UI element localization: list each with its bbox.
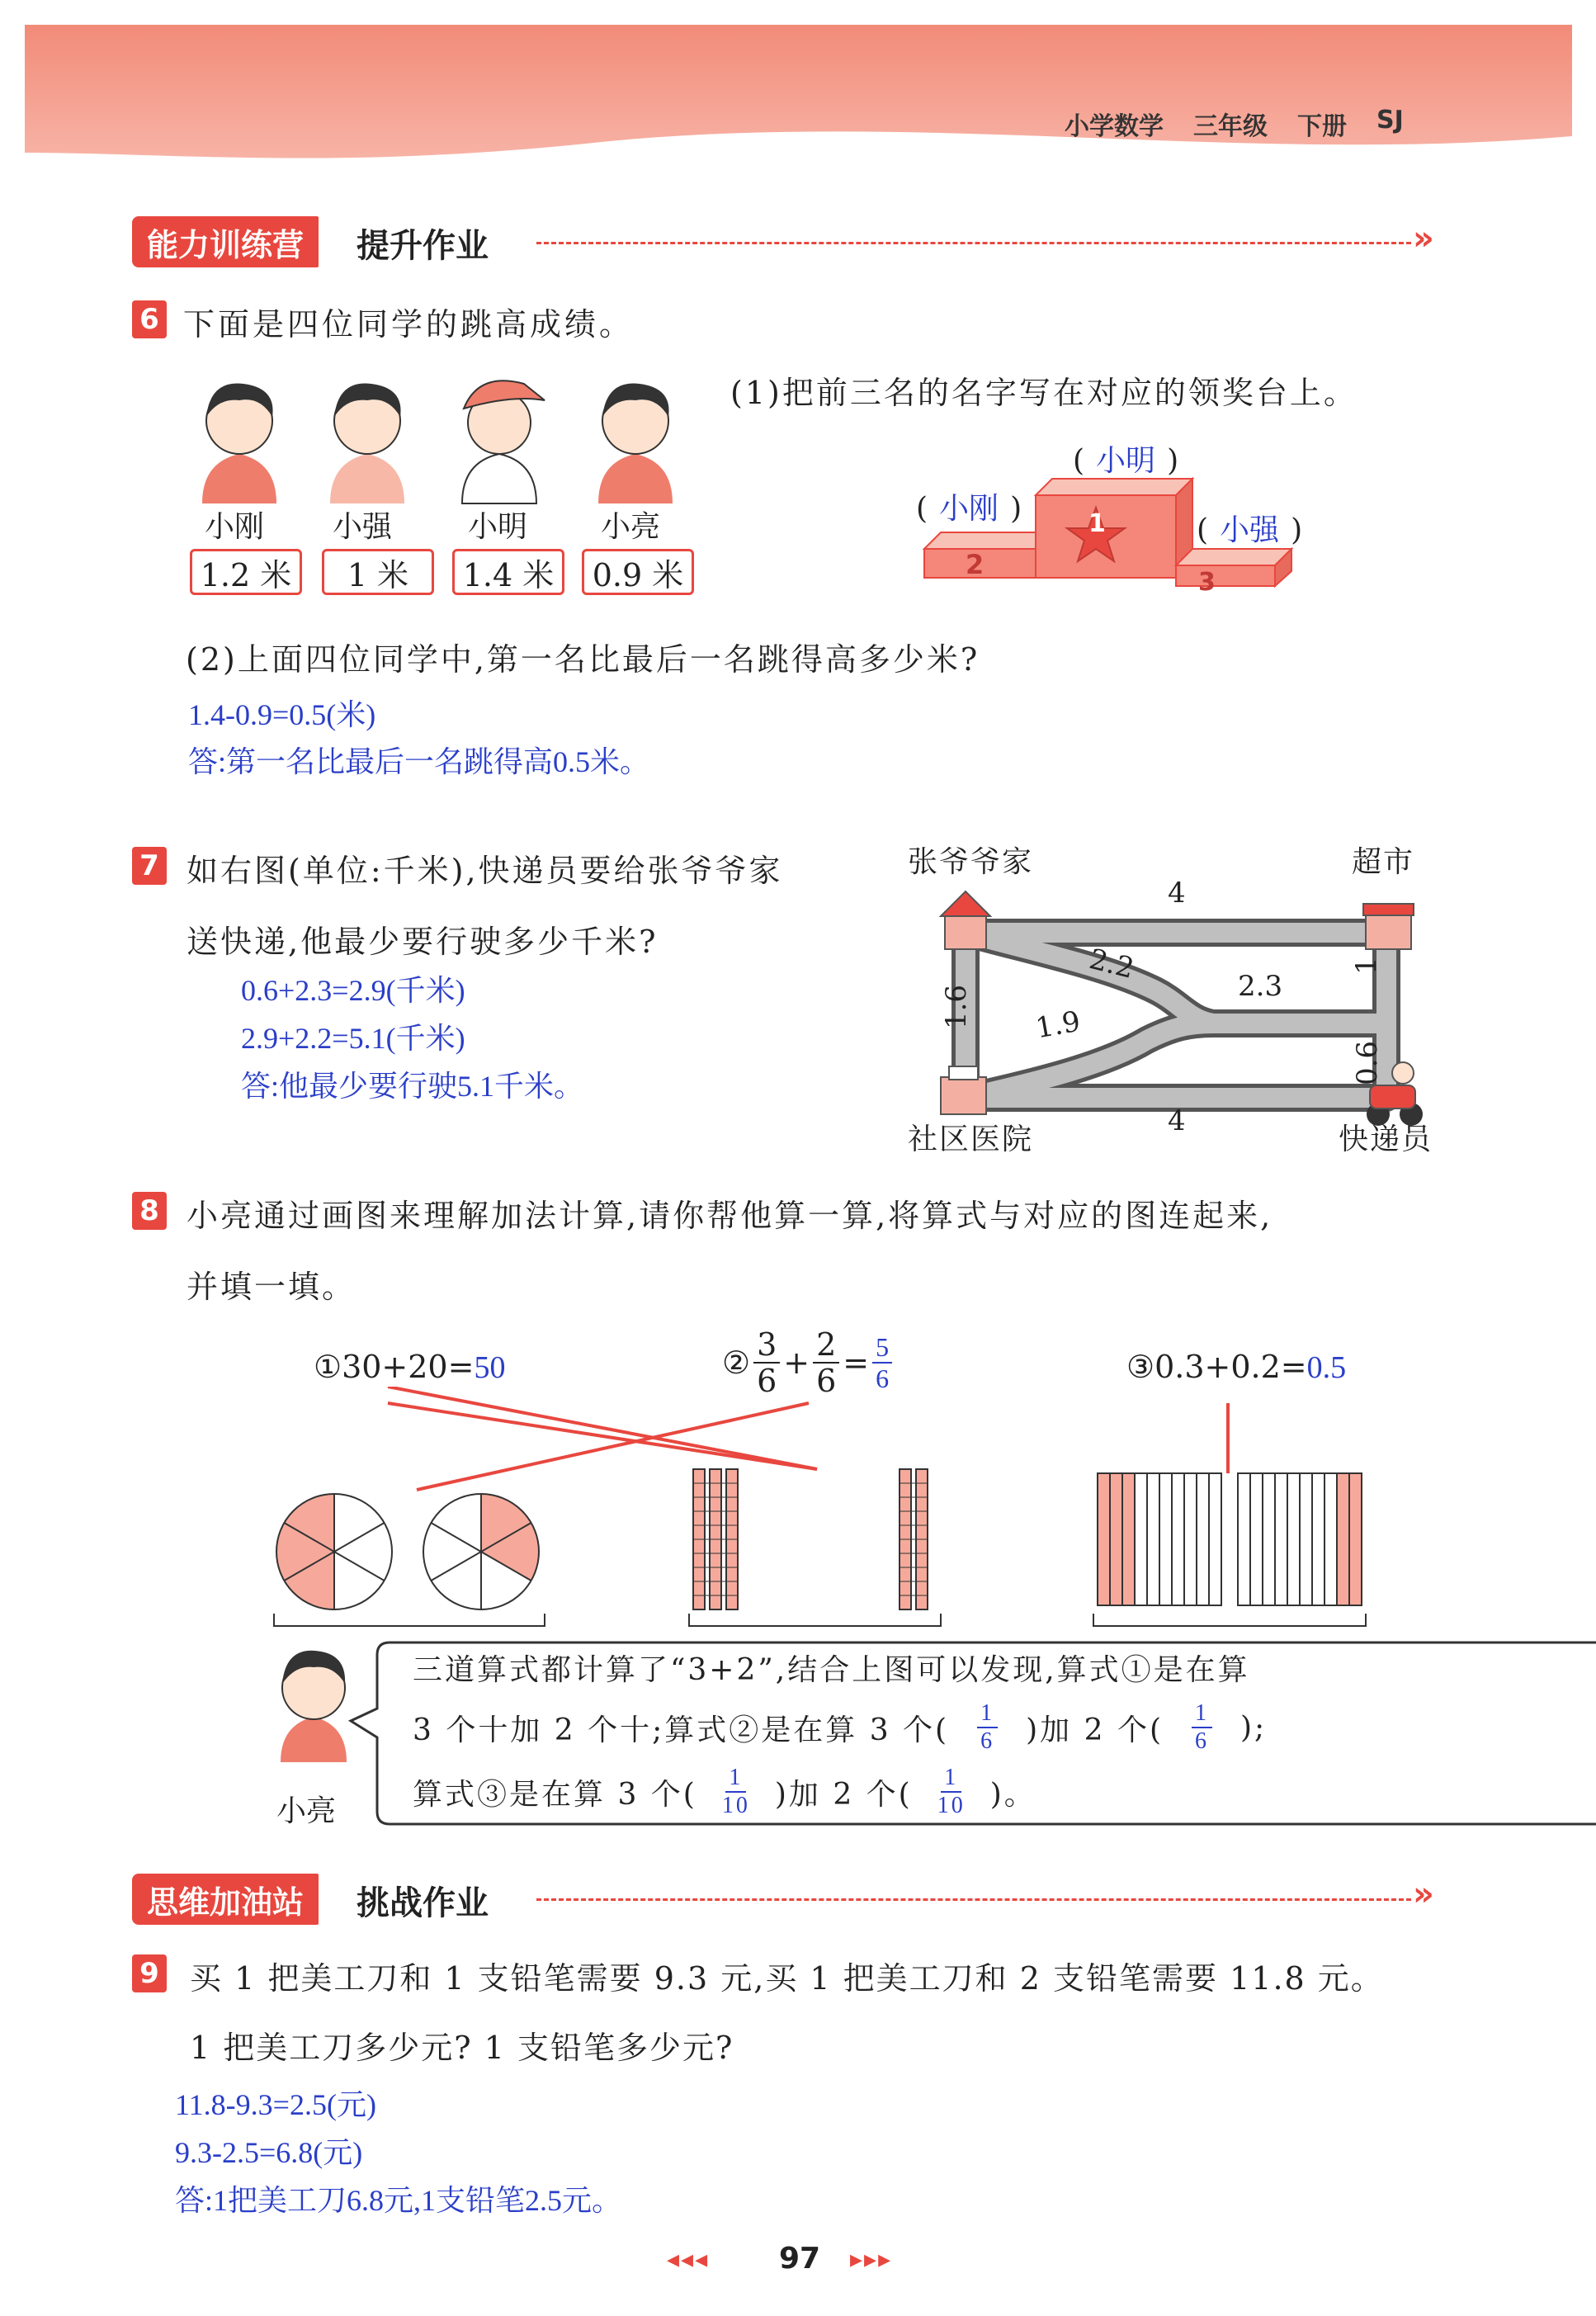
map-label-zhang-home: 张爷爷家 xyxy=(908,845,1034,879)
chevrons-icon: » xyxy=(1413,220,1434,258)
student-name: 小明 xyxy=(468,510,528,544)
matching-diagram xyxy=(264,1387,1386,1634)
podium-second-slot: ( 小刚 ) xyxy=(916,492,1022,526)
fraction-circle-three-sixths xyxy=(276,1494,392,1609)
student-avatar xyxy=(462,380,545,503)
question-8-text: 小亮通过画图来理解加法计算,请你帮他算一算,将算式与对应的图连起来, xyxy=(187,1198,1273,1234)
map-label-courier: 快递员 xyxy=(1339,1123,1433,1156)
question-6-part2: (2)上面四位同学中,第一名比最后一名跳得高多少米? xyxy=(186,641,980,678)
equation-1-answer: 50 xyxy=(474,1350,506,1385)
page-number: 97 xyxy=(779,2242,821,2276)
question-6-part1: (1)把前三名的名字写在对应的领奖台上。 xyxy=(730,375,1358,411)
bubble-answer-1: $\frac{1}{6}$ xyxy=(977,1702,998,1753)
section-tag-thinking: 思维加油站 xyxy=(132,1874,319,1925)
question-6-text: 下面是四位同学的跳高成绩。 xyxy=(183,306,635,343)
podium-first-slot: ( 小明 ) xyxy=(1073,444,1179,478)
bubble-line-2: 3 个十加 2 个十;算式②是在算 3 个( $\frac{1}{6}$ )加 2 个( $\frac{1}{6}$ ); xyxy=(413,1700,1268,1754)
score-box: 1.4 米 xyxy=(452,549,564,595)
question-number-6: 6 xyxy=(132,300,167,338)
answer-line: 11.8-9.3=2.5(元) xyxy=(175,2088,376,2121)
question-7-text: 送快递,他最少要行驶多少千米? xyxy=(187,924,659,960)
distance-top: 4 xyxy=(1168,877,1186,910)
match-line xyxy=(388,1403,817,1469)
tenths-grid-two xyxy=(1238,1473,1362,1605)
question-7-text: 如右图(单位:千米),快递员要给张爷爷家 xyxy=(187,853,783,889)
equation-1: ①30+20=50 xyxy=(314,1349,506,1385)
boy-name: 小亮 xyxy=(276,1794,337,1828)
podium-second-answer: 小刚 xyxy=(939,492,999,525)
answer-line: 答:第一名比最后一名跳得高0.5米。 xyxy=(188,745,650,778)
score-box: 0.9 米 xyxy=(582,549,694,595)
section-subtitle-improve: 提升作业 xyxy=(357,227,489,265)
student-avatar xyxy=(202,384,276,504)
map-label-hospital: 社区医院 xyxy=(908,1123,1034,1156)
bubble-answer-3: $\frac{1}{10}$ xyxy=(721,1765,750,1818)
question-9-text: 买 1 把美工刀和 1 支铅笔需要 9.3 元,买 1 把美工刀和 2 支铅笔需要 11.8 元。 xyxy=(190,1960,1384,1997)
answer-line: 9.3-2.5=6.8(元) xyxy=(175,2136,363,2169)
distance-left: 1.6 xyxy=(940,984,974,1030)
route-map xyxy=(908,875,1469,1139)
grade-label: 三年级 xyxy=(1193,112,1268,141)
equation-3-answer: 0.5 xyxy=(1306,1350,1347,1385)
distance-diagonal-upper: 2.2 xyxy=(1085,943,1138,985)
equation-2-answer: $\frac{5}{6}$ xyxy=(872,1334,892,1392)
answer-line: 2.9+2.2=5.1(千米) xyxy=(241,1022,465,1055)
students-illustration xyxy=(186,363,697,512)
house-icon xyxy=(941,891,990,949)
answer-line: 0.6+2.3=2.9(千米) xyxy=(241,974,465,1007)
question-number-9: 9 xyxy=(132,1954,167,1992)
answer-line: 1.4-0.9=0.5(米) xyxy=(188,698,376,731)
distance-right-top: 1 xyxy=(1349,957,1383,975)
bubble-answer-4: $\frac{1}{10}$ xyxy=(937,1765,966,1818)
distance-right-bottom: 0.6 xyxy=(1351,1040,1385,1086)
prev-page-icon[interactable]: ◂◂◂ xyxy=(667,2245,710,2274)
podium-third-slot: ( 小强 ) xyxy=(1197,513,1303,547)
fraction-circle-two-sixths xyxy=(423,1494,539,1609)
edition-label: SJ xyxy=(1376,106,1404,135)
distance-bottom: 4 xyxy=(1168,1104,1186,1137)
equation-3: ③0.3+0.2=0.5 xyxy=(1126,1349,1347,1385)
next-page-icon[interactable]: ▸▸▸ xyxy=(850,2245,893,2274)
student-avatar xyxy=(598,384,673,504)
header-info xyxy=(1065,106,1404,142)
distance-middle: 2.3 xyxy=(1238,970,1283,1003)
answer-line: 答:1把美工刀6.8元,1支铅笔2.5元。 xyxy=(175,2184,622,2217)
podium-number-1: 1 xyxy=(1088,509,1106,538)
student-name: 小强 xyxy=(333,510,393,544)
student-name: 小刚 xyxy=(205,510,265,544)
bubble-answer-2: $\frac{1}{6}$ xyxy=(1192,1702,1212,1753)
section-divider xyxy=(536,1898,1411,1901)
section-divider xyxy=(536,242,1411,244)
podium-number-3: 3 xyxy=(1198,568,1216,597)
podium-first-answer: 小明 xyxy=(1096,444,1156,477)
market-icon xyxy=(1363,904,1414,949)
student-name: 小亮 xyxy=(601,510,661,544)
student-avatar xyxy=(330,384,404,504)
section-tag-ability: 能力训练营 xyxy=(132,216,319,267)
chevrons-icon: » xyxy=(1413,1875,1434,1913)
podium-number-2: 2 xyxy=(966,549,985,580)
bubble-line-3: 算式③是在算 3 个( $\frac{1}{10}$ )加 2 个( $\frac{1}{10}$ )。 xyxy=(413,1765,1036,1818)
bubble-line-1: 三道算式都计算了“3+2”,结合上图可以发现,算式①是在算 xyxy=(413,1653,1250,1687)
volume-label: 下册 xyxy=(1297,112,1347,141)
distance-diagonal-lower: 1.9 xyxy=(1032,1004,1084,1046)
map-label-market: 超市 xyxy=(1352,845,1415,879)
podium-third-answer: 小强 xyxy=(1220,513,1280,546)
subject-label: 小学数学 xyxy=(1065,112,1164,141)
tenths-grid-three xyxy=(1098,1473,1221,1605)
score-box: 1.2 米 xyxy=(190,549,302,595)
section-subtitle-challenge: 挑战作业 xyxy=(357,1884,489,1922)
question-8-text: 并填一填。 xyxy=(187,1269,357,1305)
score-box: 1 米 xyxy=(322,549,434,595)
question-number-7: 7 xyxy=(132,847,167,885)
question-9-text: 1 把美工刀多少元? 1 支铅笔多少元? xyxy=(190,2030,734,2066)
equation-2: ② $\frac{3}{6}$ + $\frac{2}{6}$ = $\frac{5}{6}$ xyxy=(722,1329,892,1397)
answer-line: 答:他最少要行驶5.1千米。 xyxy=(241,1070,584,1103)
question-number-8: 8 xyxy=(132,1192,167,1230)
